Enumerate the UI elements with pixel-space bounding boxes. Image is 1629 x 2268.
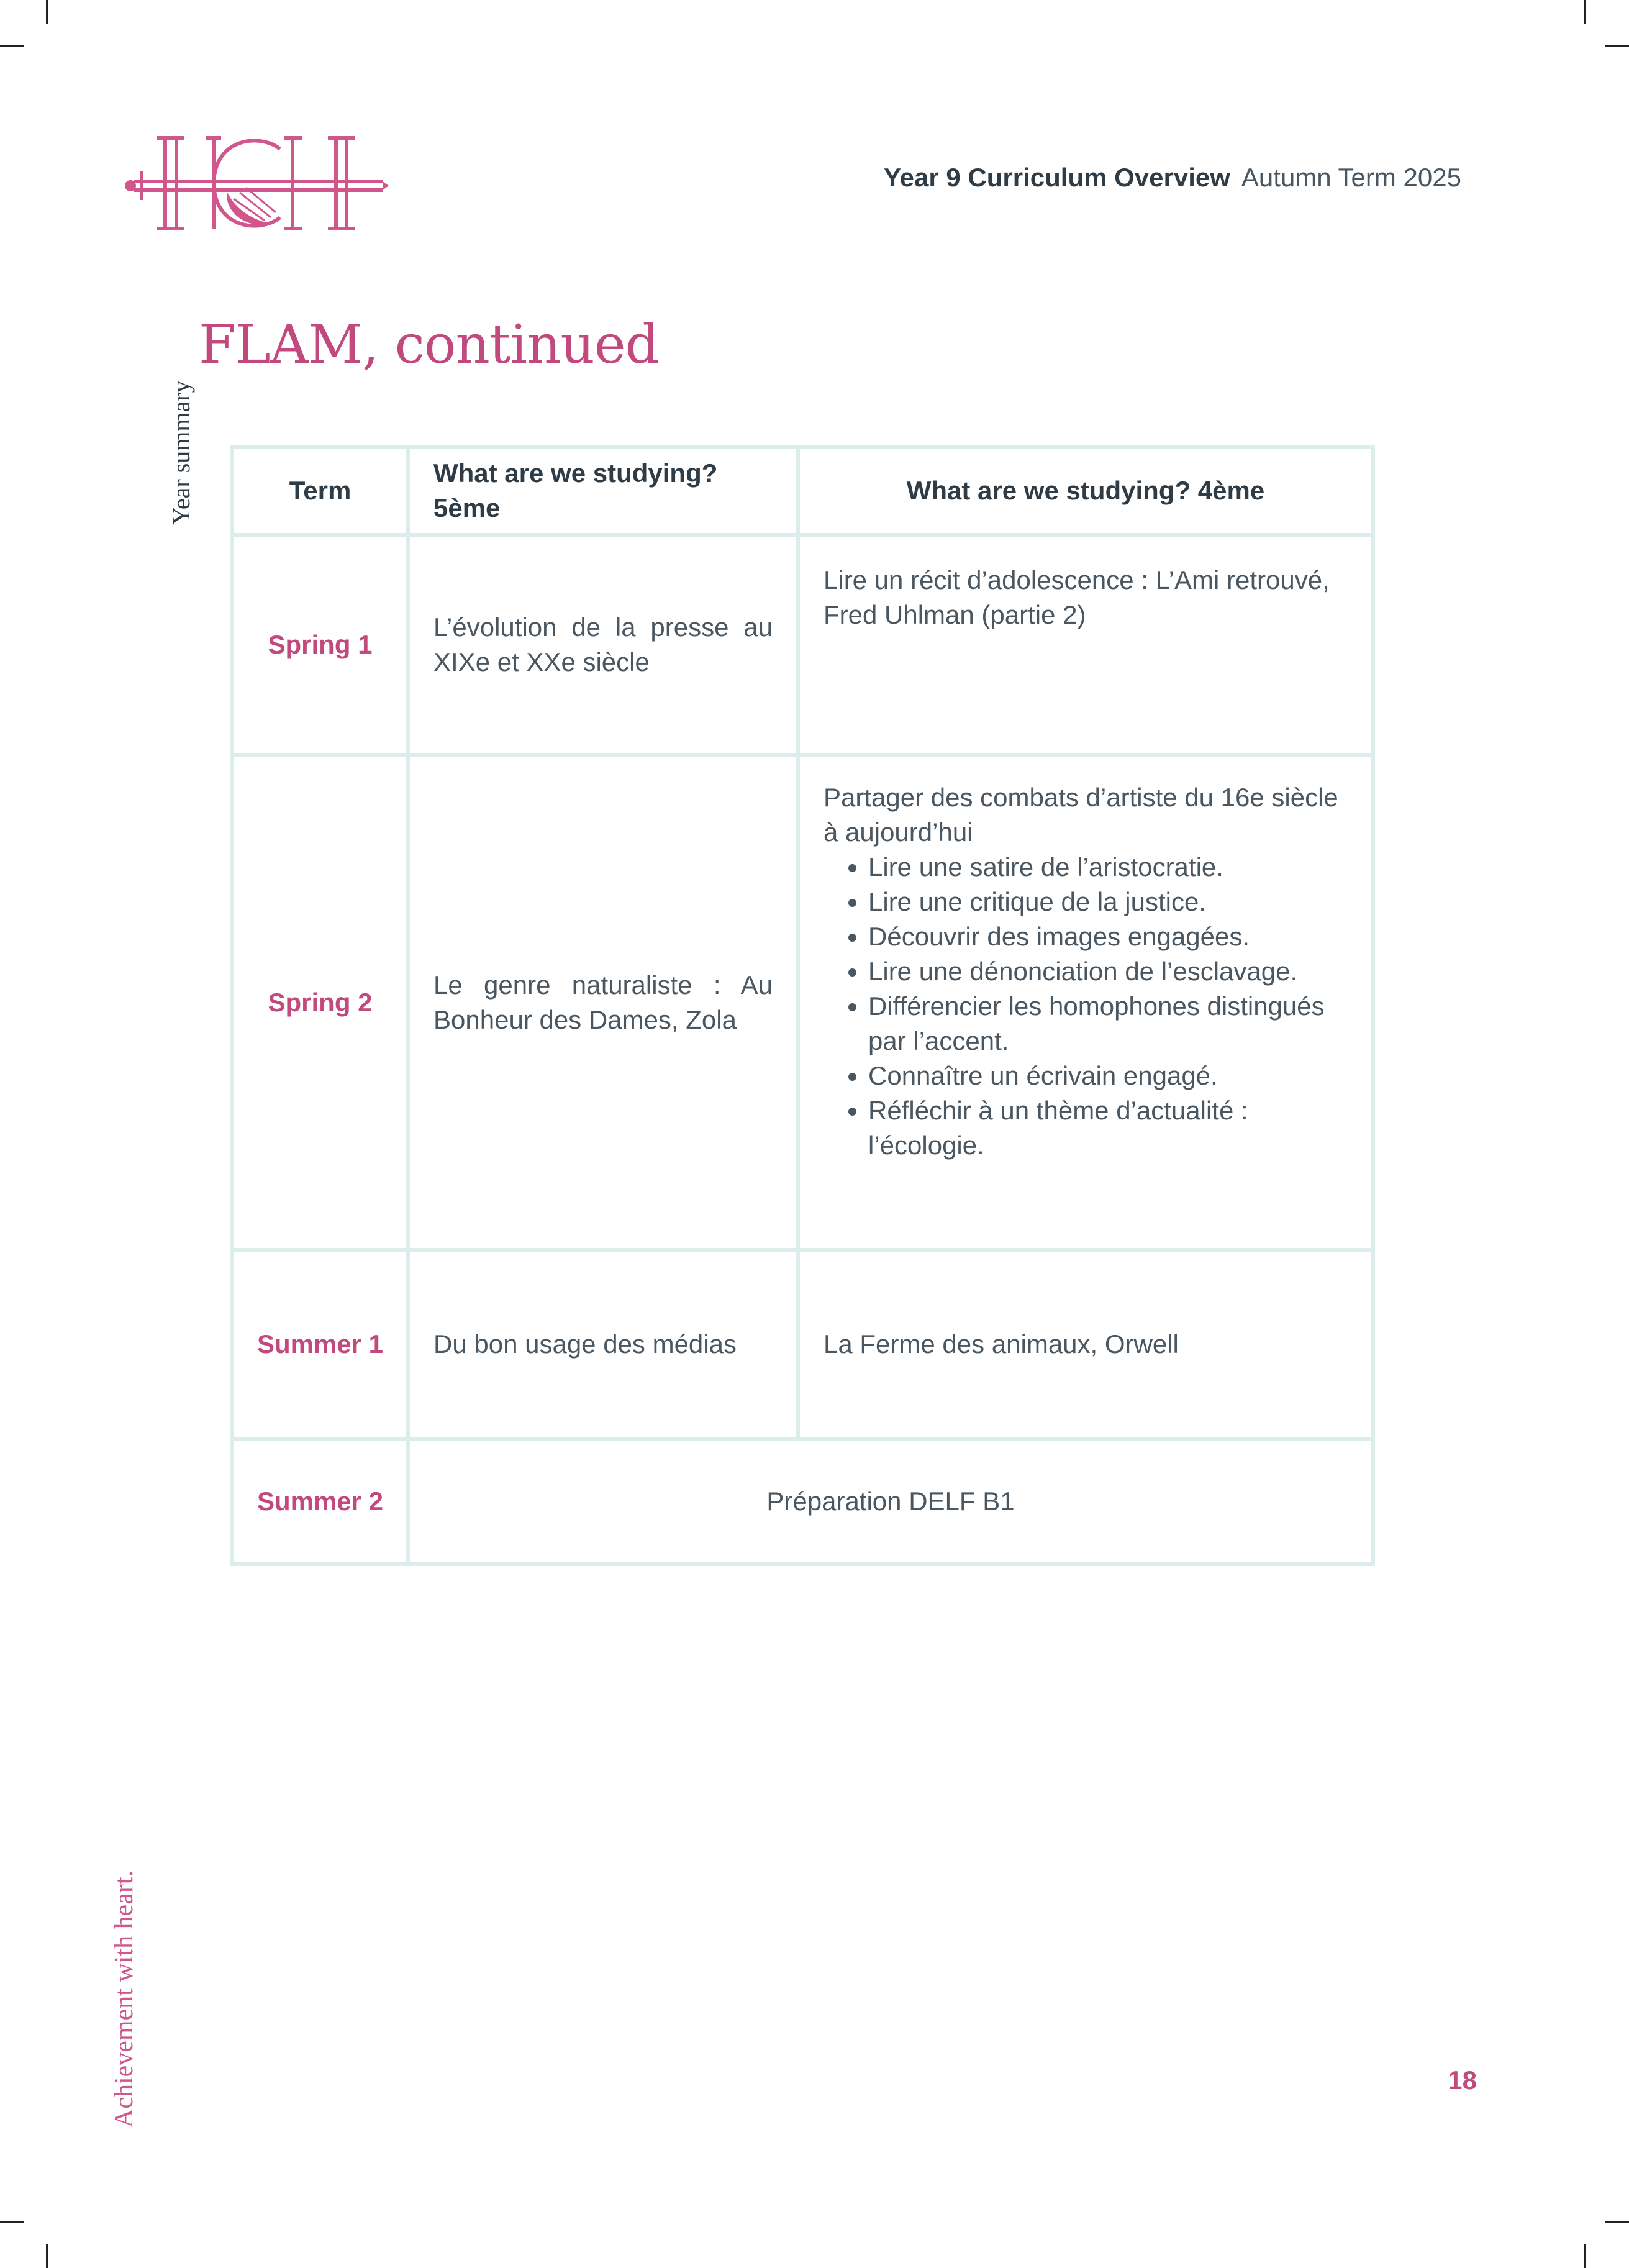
page-number: 18 [1448, 2065, 1477, 2095]
list-item: • Lire une dénonciation de l’esclavage. [868, 954, 1348, 989]
fifth-cell: L’évolution de la presse au XIXe et XXe siècle [408, 535, 798, 755]
header [884, 163, 1461, 193]
crop-mark [1605, 2221, 1629, 2223]
fifth-cell: Du bon usage des médias [408, 1250, 798, 1439]
crop-mark [1584, 0, 1586, 24]
fourth-cell [798, 755, 1373, 1250]
term-cell: Spring 1 [232, 535, 408, 755]
list-item: • Découvrir des images engagées. [868, 919, 1348, 954]
column-header-4eme: What are we studying? 4ème [798, 447, 1373, 535]
page-title: FLAM, continued [199, 314, 659, 376]
school-logo [122, 130, 389, 236]
list-item: • Connaître un écrivain engagé. [868, 1059, 1348, 1093]
bullet-list [824, 850, 1348, 1163]
fourth-cell: La Ferme des animaux, Orwell [798, 1250, 1373, 1439]
column-header-5eme: What are we studying? 5ème [408, 447, 798, 535]
curriculum-table [230, 445, 1375, 1566]
fifth-cell: Le genre naturaliste : Au Bonheur des Dames, Zola [408, 755, 798, 1250]
crop-mark [46, 0, 48, 24]
fourth-cell-intro: Partager des combats d’artiste du 16e siècle à aujourd’hui [824, 783, 1338, 847]
term-cell: Summer 1 [232, 1250, 408, 1439]
header-title: Year 9 Curriculum Overview [883, 163, 1230, 192]
crop-mark [46, 2244, 48, 2268]
crop-mark [0, 2221, 24, 2223]
column-header-term: Term [232, 447, 408, 535]
table-row [232, 1439, 1373, 1564]
table-row [232, 1250, 1373, 1439]
term-cell: Spring 2 [232, 755, 408, 1250]
tagline: Achievement with heart. [110, 1870, 138, 2128]
header-term: Autumn Term 2025 [1241, 163, 1461, 192]
list-item: • Lire une satire de l’aristocratie. [868, 850, 1348, 885]
term-cell: Summer 2 [232, 1439, 408, 1564]
crop-mark [1584, 2244, 1586, 2268]
crop-mark [1605, 45, 1629, 47]
crop-mark [0, 45, 24, 47]
merged-cell: Préparation DELF B1 [408, 1439, 1373, 1564]
table-header-row [232, 447, 1373, 535]
fourth-cell: Lire un récit d’adolescence : L’Ami retrouvé, Fred Uhlman (partie 2) [798, 535, 1373, 755]
list-item: • Réfléchir à un thème d’actualité : l’écologie. [868, 1093, 1348, 1163]
list-item: • Lire une critique de la justice. [868, 885, 1348, 919]
list-item: • Différencier les homophones distingués par l’accent. [868, 989, 1348, 1059]
table-row [232, 535, 1373, 755]
table-row [232, 755, 1373, 1250]
side-label-year-summary: Year summary [167, 380, 195, 525]
